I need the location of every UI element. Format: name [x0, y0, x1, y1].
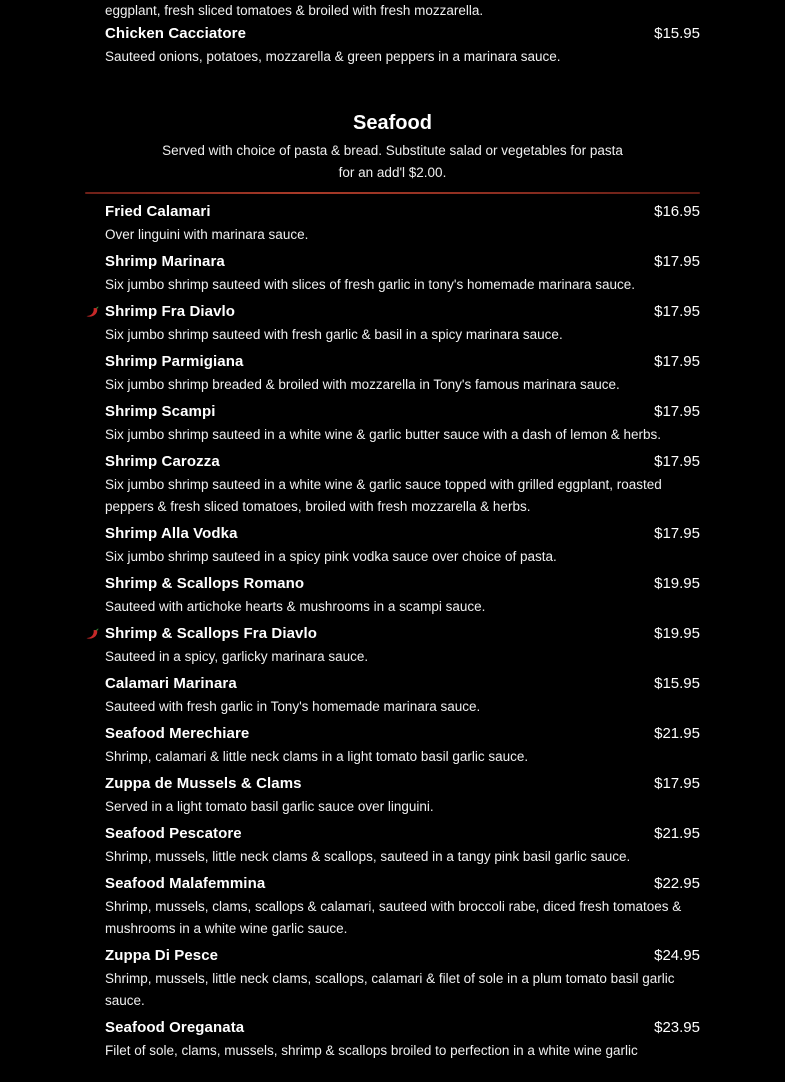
menu-item — [85, 300, 700, 346]
item-description: Six jumbo shrimp sauteed with slices of fresh garlic in tony's homemade marinara sauce. — [105, 277, 636, 292]
item-description: Six jumbo shrimp sauteed in a white wine & garlic butter sauce with a dash of lemon & herbs. — [105, 427, 662, 442]
item-name: Shrimp Parmigiana — [105, 353, 244, 370]
menu-item — [85, 822, 700, 868]
item-row — [105, 1016, 700, 1040]
item-row — [105, 522, 700, 546]
item-name: Calamari Marinara — [105, 675, 237, 692]
item-name: Chicken Cacciatore — [105, 25, 247, 42]
item-price: $17.95 — [654, 353, 700, 370]
section-header-seafood — [85, 110, 700, 194]
item-price: $19.95 — [654, 625, 700, 642]
item-description: Sauteed with fresh garlic in Tony's homemade marinara sauce. — [105, 699, 481, 714]
item-row — [105, 772, 700, 796]
item-price: $17.95 — [654, 303, 700, 320]
previous-item-description-partial: eggplant, fresh sliced tomatoes & broiled with fresh mozzarella. — [105, 3, 484, 18]
item-row — [105, 944, 700, 968]
menu-item — [85, 572, 700, 618]
item-row — [105, 622, 700, 646]
menu-item — [85, 250, 700, 296]
item-name: Seafood Oreganata — [105, 1019, 245, 1036]
menu-item — [85, 872, 700, 940]
item-description: Sauteed with artichoke hearts & mushrooms in a scampi sauce. — [105, 599, 486, 614]
item-description: Shrimp, mussels, little neck clams, scallops, calamari & filet of sole in a plum tomato basil garlic sauce. — [105, 971, 675, 1008]
menu-item — [85, 350, 700, 396]
item-description: Filet of sole, clams, mussels, shrimp & scallops broiled to perfection in a white wine garlic — [105, 1043, 638, 1058]
item-row — [105, 200, 700, 224]
item-row — [105, 572, 700, 596]
menu-items-previous-section — [85, 22, 700, 68]
item-price: $16.95 — [654, 203, 700, 220]
item-name: Seafood Merechiare — [105, 725, 250, 742]
chili-pepper-icon — [85, 304, 100, 319]
item-row — [105, 672, 700, 696]
item-description: Six jumbo shrimp breaded & broiled with mozzarella in Tony's famous marinara sauce. — [105, 377, 620, 392]
item-description: Shrimp, calamari & little neck clams in a light tomato basil garlic sauce. — [105, 749, 529, 764]
section-subtitle: Served with choice of pasta & bread. Substitute salad or vegetables for pasta for an add'l $2.00. — [162, 143, 623, 180]
item-name: Seafood Malafemmina — [105, 875, 266, 892]
item-price: $17.95 — [654, 775, 700, 792]
item-description: Shrimp, mussels, clams, scallops & calamari, sauteed with broccoli rabe, diced fresh tomatoes & mushrooms in a white wine garlic sauce. — [105, 899, 682, 936]
item-name: Shrimp Carozza — [105, 453, 220, 470]
item-row — [105, 300, 700, 324]
item-description: Sauteed in a spicy, garlicky marinara sauce. — [105, 649, 369, 664]
menu-items-seafood — [85, 200, 700, 1062]
menu-item — [85, 522, 700, 568]
item-row — [105, 722, 700, 746]
item-price: $19.95 — [654, 575, 700, 592]
item-row — [105, 250, 700, 274]
item-price: $17.95 — [654, 453, 700, 470]
item-name: Shrimp Marinara — [105, 253, 225, 270]
item-description: Six jumbo shrimp sauteed in a white wine & garlic sauce topped with grilled eggplant, roasted peppers & fresh sliced tomatoes, broiled with fresh mozzarella & herbs. — [105, 477, 662, 514]
item-name: Fried Calamari — [105, 203, 211, 220]
item-description: Over linguini with marinara sauce. — [105, 227, 309, 242]
section-title: Seafood — [353, 112, 432, 134]
menu-item — [85, 672, 700, 718]
item-description: Six jumbo shrimp sauteed in a spicy pink vodka sauce over choice of pasta. — [105, 549, 557, 564]
item-row — [105, 400, 700, 424]
menu-item — [85, 772, 700, 818]
item-price: $23.95 — [654, 1019, 700, 1036]
item-price: $15.95 — [654, 25, 700, 42]
item-description: Sauteed onions, potatoes, mozzarella & green peppers in a marinara sauce. — [105, 49, 561, 64]
item-name: Shrimp Scampi — [105, 403, 216, 420]
menu-item — [85, 200, 700, 246]
item-name: Shrimp Fra Diavlo — [105, 303, 236, 320]
menu-column — [85, 0, 700, 1062]
menu-item — [85, 1016, 700, 1062]
item-price: $17.95 — [654, 403, 700, 420]
item-row — [105, 822, 700, 846]
item-name: Seafood Pescatore — [105, 825, 242, 842]
item-description: Shrimp, mussels, little neck clams & scallops, sauteed in a tangy pink basil garlic sauce. — [105, 849, 631, 864]
section-divider — [85, 192, 700, 194]
item-price: $24.95 — [654, 947, 700, 964]
item-price: $15.95 — [654, 675, 700, 692]
menu-item — [85, 400, 700, 446]
menu-item — [85, 622, 700, 668]
item-name: Shrimp Alla Vodka — [105, 525, 238, 542]
menu-item — [85, 944, 700, 1012]
item-name: Shrimp & Scallops Romano — [105, 575, 305, 592]
item-price: $21.95 — [654, 725, 700, 742]
item-price: $17.95 — [654, 253, 700, 270]
item-row — [105, 22, 700, 46]
item-name: Zuppa Di Pesce — [105, 947, 219, 964]
item-name: Shrimp & Scallops Fra Diavlo — [105, 625, 318, 642]
item-price: $17.95 — [654, 525, 700, 542]
item-row — [105, 872, 700, 896]
item-name: Zuppa de Mussels & Clams — [105, 775, 302, 792]
menu-item — [85, 22, 700, 68]
item-description: Six jumbo shrimp sauteed with fresh garlic & basil in a spicy marinara sauce. — [105, 327, 563, 342]
item-description: Served in a light tomato basil garlic sauce over linguini. — [105, 799, 434, 814]
menu-item — [85, 722, 700, 768]
item-price: $21.95 — [654, 825, 700, 842]
item-row — [105, 450, 700, 474]
menu-item — [85, 450, 700, 518]
item-price: $22.95 — [654, 875, 700, 892]
chili-pepper-icon — [85, 626, 100, 641]
item-row — [105, 350, 700, 374]
